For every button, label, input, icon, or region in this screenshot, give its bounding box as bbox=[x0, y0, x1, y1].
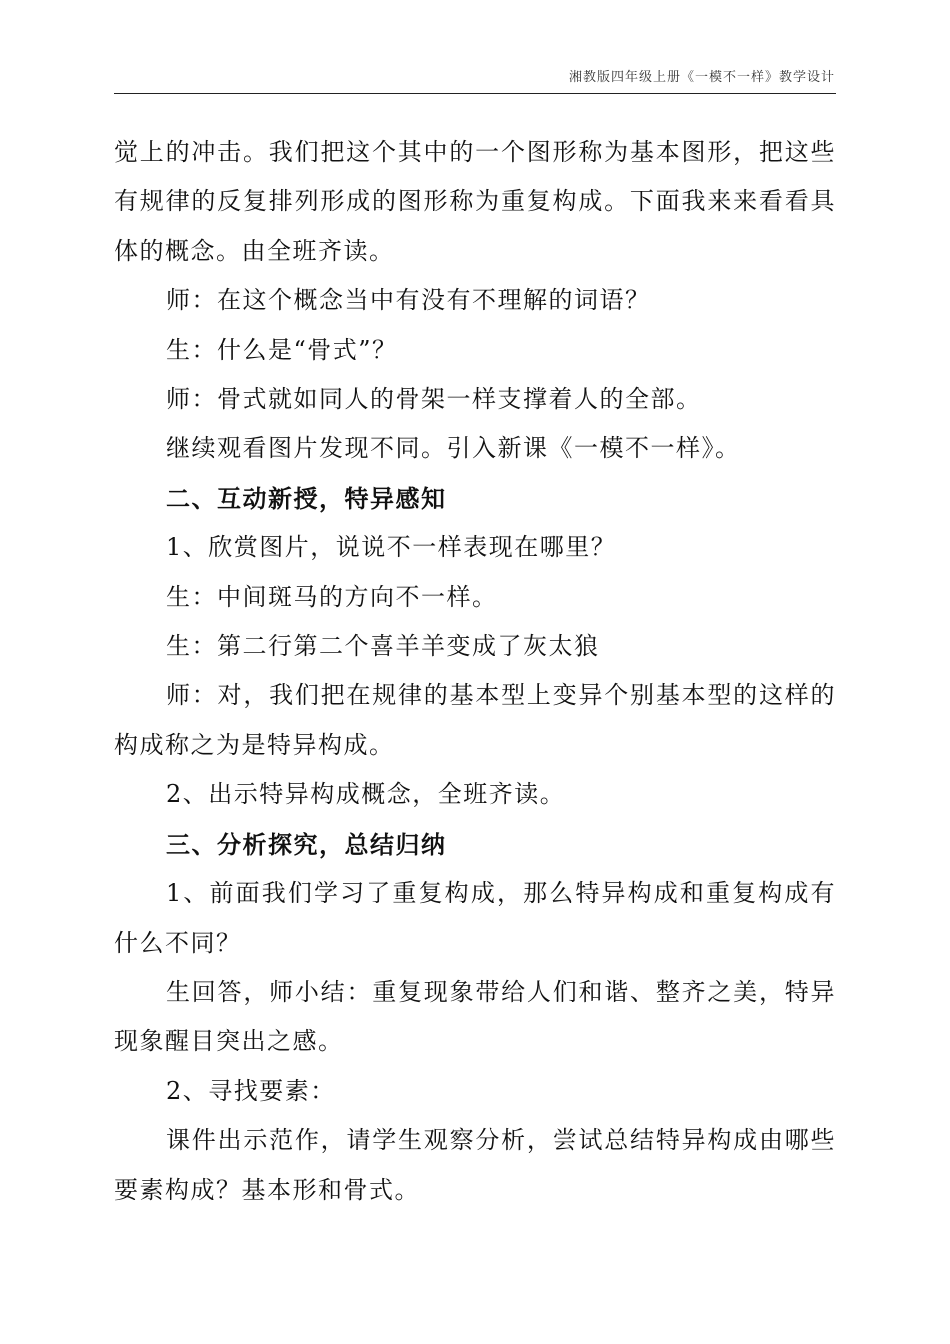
paragraph-continuation: 觉上的冲击。我们把这个其中的一个图形称为基本图形，把这些有规律的反复排列形成的图形称为重复构成。下面我来来看看具体的概念。由全班齐读。 bbox=[114, 138, 836, 265]
paragraph-student-zebra: 生：中间斑马的方向不一样。 bbox=[166, 582, 498, 611]
paragraph-student-wolf: 生：第二行第二个喜羊羊变成了灰太狼 bbox=[166, 632, 600, 661]
paragraph-teacher-answer: 师：骨式就如同人的骨架一样支撑着人的全部。 bbox=[166, 385, 702, 414]
page-header: 湘教版四年级上册《一模不一样》教学设计 bbox=[568, 70, 835, 85]
paragraph-find-elements: 2、寻找要素： bbox=[166, 1076, 336, 1105]
section-heading-2: 二、互动新授，特异感知 bbox=[166, 483, 447, 513]
header-divider bbox=[114, 93, 836, 94]
paragraph-show-concept: 2、出示特异构成概念，全班齐读。 bbox=[166, 780, 566, 809]
paragraph-compare-question: 1、前面我们学习了重复构成，那么特异构成和重复构成有什么不同？ bbox=[114, 879, 836, 957]
paragraph-teacher-summary: 生回答，师小结：重复现象带给人们和谐、整齐之美，特异现象醒目突出之感。 bbox=[114, 977, 836, 1056]
document-body bbox=[114, 128, 836, 1215]
paragraph-appreciate-pictures: 1、欣赏图片，说说不一样表现在哪里？ bbox=[166, 533, 617, 562]
paragraph-teacher-question: 师：在这个概念当中有没有不理解的词语？ bbox=[166, 286, 651, 315]
paragraph-student-question: 生：什么是“骨式”？ bbox=[166, 335, 398, 364]
paragraph-teacher-definition: 师：对，我们把在规律的基本型上变异个别基本型的这样的构成称之为是特异构成。 bbox=[114, 681, 836, 759]
section-heading-3: 三、分析探究，总结归纳 bbox=[166, 829, 447, 859]
paragraph-show-examples: 课件出示范作，请学生观察分析，尝试总结特异构成由哪些要素构成？基本形和骨式。 bbox=[114, 1126, 836, 1204]
paragraph-introduce-lesson: 继续观看图片发现不同。引入新课《一模不一样》。 bbox=[166, 434, 741, 463]
